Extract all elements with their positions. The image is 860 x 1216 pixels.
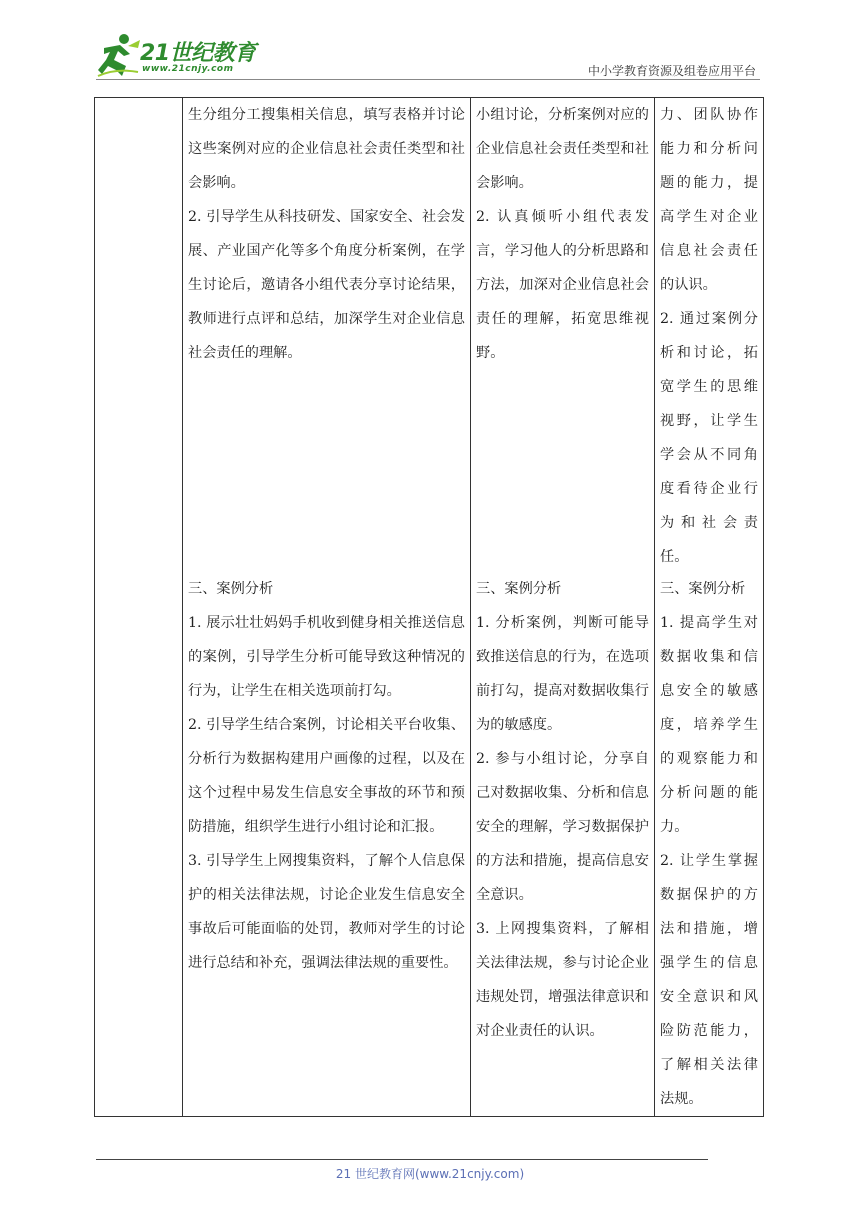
footer-text: 21 世纪教育网(www.21cnjy.com)	[335, 1167, 525, 1181]
purpose-cell	[655, 98, 764, 1117]
logo-url: www.21cnjy.com	[142, 64, 234, 74]
paragraph: 2. 认真倾听小组代表发言，学习他人的分析思路和方法，加深对企业信息社会责任的理解，拓宽思维视野。	[476, 209, 649, 361]
stage-cell	[95, 98, 183, 1117]
page-header	[96, 30, 760, 80]
lesson-table	[94, 97, 764, 1117]
section-heading: 三、案例分析	[660, 581, 746, 597]
section-heading: 三、案例分析	[476, 581, 562, 597]
paragraph: 2. 通过案例分析和讨论，拓宽学生的思维视野，让学生学会从不同角度看待企业行为和社会责任。	[660, 311, 758, 565]
paragraph: 小组讨论，分析案例对应的企业信息社会责任类型和社会影响。	[476, 107, 649, 191]
paragraph: 2. 引导学生结合案例，讨论相关平台收集、分析行为数据构建用户画像的过程，以及在这个过程中易发生信息安全事故的环节和预防措施，组织学生进行小组讨论和汇报。	[188, 717, 465, 835]
purpose-block-2	[660, 572, 758, 1116]
student-block-2	[476, 572, 649, 1048]
header-divider	[96, 79, 760, 80]
paragraph: 1. 展示壮壮妈妈手机收到健身相关推送信息的案例，引导学生分析可能导致这种情况的行为，让学生在相关选项前打勾。	[188, 615, 465, 699]
paragraph: 1. 分析案例，判断可能导致推送信息的行为，在选项前打勾，提高对数据收集行为的敏感度。	[476, 615, 649, 733]
runner-logo-icon	[96, 32, 140, 78]
student-activity-cell	[471, 98, 655, 1117]
paragraph: 力、团队协作能力和分析问题的能力，提高学生对企业信息社会责任的认识。	[660, 107, 758, 293]
purpose-block-1	[660, 98, 758, 572]
platform-title: 中小学教育资源及组卷应用平台	[587, 64, 756, 78]
logo	[96, 30, 266, 78]
paragraph: 1. 提高学生对数据收集和信息安全的敏感度，培养学生的观察能力和分析问题的能力。	[660, 615, 758, 835]
paragraph: 3. 引导学生上网搜集资料，了解个人信息保护的相关法律法规，讨论企业发生信息安全事故后可能面临的处罚，教师对学生的讨论进行总结和补充，强调法律法规的重要性。	[188, 853, 465, 971]
logo-text: 21世纪教育	[140, 41, 256, 66]
paragraph: 3. 上网搜集资料，了解相关法律法规，参与讨论企业违规处罚，增强法律意识和对企业责任的认识。	[476, 921, 649, 1039]
paragraph: 2. 让学生掌握数据保护的方法和措施，增强学生的信息安全意识和风险防范能力，了解相关法律法规。	[660, 853, 758, 1107]
table-row	[95, 98, 764, 1117]
paragraph: 2. 引导学生从科技研发、国家安全、社会发展、产业国产化等多个角度分析案例，在学生讨论后，邀请各小组代表分享讨论结果，教师进行点评和总结，加深学生对企业信息社会责任的理解。	[188, 209, 465, 361]
teacher-activity-cell	[183, 98, 471, 1117]
student-block-1	[476, 98, 649, 572]
teacher-block-2	[188, 572, 465, 980]
paragraph: 生分组分工搜集相关信息，填写表格并讨论这些案例对应的企业信息社会责任类型和社会影响。	[188, 107, 465, 191]
paragraph: 2. 参与小组讨论，分享自己对数据收集、分析和信息安全的理解，学习数据保护的方法和措施，提高信息安全意识。	[476, 751, 649, 903]
footer-divider	[96, 1159, 708, 1160]
teacher-block-1	[188, 98, 465, 572]
section-heading: 三、案例分析	[188, 581, 274, 597]
